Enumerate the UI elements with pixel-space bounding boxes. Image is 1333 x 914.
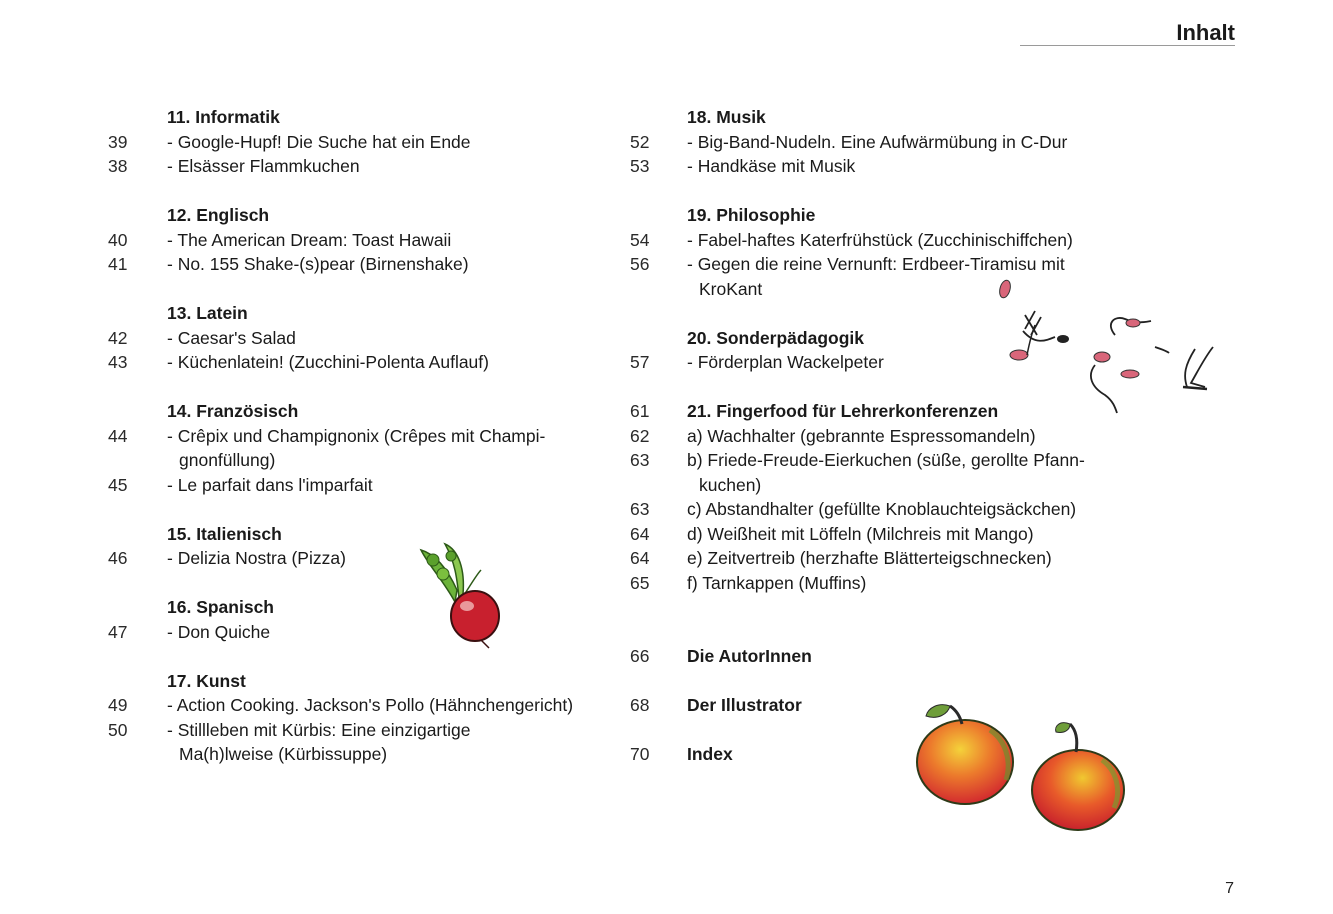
toc-entry (108, 448, 608, 473)
section-spacer (108, 571, 608, 596)
page-ref: 49 (108, 695, 128, 715)
section-heading: 16. Spanisch (167, 597, 274, 617)
appendix-title: Die AutorInnen (687, 646, 812, 666)
section-spacer (108, 644, 608, 669)
entry-title: f) Tarnkappen (Muffins) (687, 572, 867, 593)
section-heading: 18. Musik (687, 107, 766, 127)
entry-title: - No. 155 Shake-(s)pear (Birnenshake) (167, 254, 469, 274)
section-heading: 20. Sonderpädagogik (687, 327, 864, 348)
entry-title: - Fabel-haftes Katerfrühstück (Zucchinischiffchen) (687, 229, 1073, 250)
page-ref: 57 (630, 352, 650, 372)
page-ref: 39 (108, 131, 128, 152)
toc-entry (108, 718, 608, 743)
section-heading: 13. Latein (167, 303, 248, 323)
toc-section (628, 203, 1128, 228)
page-ref: 45 (108, 474, 128, 495)
toc-entry (628, 497, 1128, 522)
page-title: Inhalt (1176, 20, 1235, 45)
page-ref: 43 (108, 352, 128, 372)
page-ref: 56 (630, 254, 650, 274)
page-ref: 66 (630, 646, 650, 666)
entry-title: kuchen) (699, 474, 762, 495)
page-ref: 63 (630, 450, 650, 470)
section-heading: 12. Englisch (167, 205, 270, 225)
page-ref: 44 (108, 425, 128, 446)
entry-title: - The American Dream: Toast Hawaii (167, 229, 452, 250)
section-heading: 11. Informatik (167, 107, 280, 127)
section-heading: 19. Philosophie (687, 205, 816, 225)
toc-entry (108, 130, 608, 155)
toc-entry (108, 424, 608, 449)
section-spacer (628, 669, 1128, 694)
page-ref: 52 (630, 131, 650, 152)
entry-title: Ma(h)lweise (Kürbissuppe) (179, 744, 388, 764)
page-ref: 50 (108, 719, 128, 740)
page-ref: 64 (630, 548, 650, 568)
section-spacer (108, 277, 608, 302)
section-spacer (628, 620, 1128, 645)
page-ref: 53 (630, 156, 650, 176)
section-spacer (108, 179, 608, 204)
entry-title: d) Weißheit mit Löffeln (Milchreis mit Mango) (687, 523, 1034, 544)
section-spacer (108, 375, 608, 400)
toc-entry (108, 326, 608, 351)
page-ref: 63 (630, 499, 650, 519)
toc-entry (628, 130, 1128, 155)
section-spacer (108, 497, 608, 522)
radish-drawing (415, 540, 510, 650)
page-ref: 38 (108, 156, 128, 176)
toc-entry (108, 546, 608, 571)
section-spacer (628, 179, 1128, 204)
toc-section (108, 669, 608, 694)
toc-section (108, 105, 608, 130)
entry-title: - Big-Band-Nudeln. Eine Aufwärmübung in C-Dur (687, 131, 1068, 152)
page-ref: 61 (630, 401, 650, 421)
entry-title: c) Abstandhalter (gefüllte Knoblauchteigsäckchen) (687, 499, 1077, 519)
entry-title: - Caesar's Salad (167, 327, 296, 348)
page-ref: 62 (630, 425, 650, 446)
toc-section (108, 301, 608, 326)
toc-entry (628, 522, 1128, 547)
entry-title: - Stillleben mit Kürbis: Eine einzigartige (167, 719, 471, 740)
toc-entry (628, 571, 1128, 596)
toc-entry (628, 228, 1128, 253)
toc-entry (108, 228, 608, 253)
toc-section (108, 595, 608, 620)
toc-entry (628, 546, 1128, 571)
page-ref: 40 (108, 229, 128, 250)
appendix-title: Index (687, 744, 733, 764)
page-number: 7 (1225, 880, 1234, 897)
toc-section (108, 399, 608, 424)
page-ref: 47 (108, 621, 128, 642)
entry-title: e) Zeitvertreib (herzhafte Blätterteigschnecken) (687, 548, 1052, 568)
entry-title: - Elsässer Flammkuchen (167, 156, 360, 176)
toc-section (108, 522, 608, 547)
page-ref: 64 (630, 523, 650, 544)
entry-title: a) Wachhalter (gebrannte Espressomandeln) (687, 425, 1036, 446)
toc-entry (628, 473, 1128, 498)
toc-entry (628, 154, 1128, 179)
entry-title: KroKant (699, 278, 763, 299)
toc-entry (108, 742, 608, 767)
toc-right-column (628, 105, 1128, 767)
toc-entry (108, 252, 608, 277)
entry-title: gnonfüllung) (179, 450, 276, 470)
appendix-title: Der Illustrator (687, 695, 802, 715)
section-heading: 15. Italienisch (167, 523, 282, 544)
toc-entry (628, 424, 1128, 449)
section-spacer (628, 595, 1128, 620)
entry-title: - Action Cooking. Jackson's Pollo (Hähnchengericht) (167, 695, 574, 715)
page-ref: 54 (630, 229, 650, 250)
entry-title: - Gegen die reine Vernunft: Erdbeer-Tiramisu mit (687, 254, 1065, 274)
entry-title: - Delizia Nostra (Pizza) (167, 548, 346, 568)
entry-title: - Google-Hupf! Die Suche hat ein Ende (167, 131, 471, 152)
toc-section (108, 203, 608, 228)
header-rule (1020, 45, 1235, 46)
toc-entry (108, 154, 608, 179)
entry-title: - Le parfait dans l'imparfait (167, 474, 373, 495)
section-heading: 17. Kunst (167, 670, 246, 691)
page-ref: 46 (108, 548, 128, 568)
toc-entry (628, 448, 1128, 473)
page-ref: 70 (630, 744, 650, 764)
toc-entry (108, 350, 608, 375)
section-heading: 21. Fingerfood für Lehrerkonferenzen (687, 401, 999, 421)
toc-left-column (108, 105, 608, 767)
toc-entry (108, 693, 608, 718)
entry-title: - Handkäse mit Musik (687, 156, 856, 176)
page-ref: 42 (108, 327, 128, 348)
toc-entry (628, 252, 1128, 277)
entry-title: - Förderplan Wackelpeter (687, 352, 884, 372)
entry-title: - Don Quiche (167, 621, 271, 642)
toc-entry (108, 620, 608, 645)
toc-entry (108, 473, 608, 498)
entry-title: - Crêpix und Champignonix (Crêpes mit Champi- (167, 425, 546, 446)
page-ref: 68 (630, 695, 650, 715)
entry-title: - Küchenlatein! (Zucchini-Polenta Auflauf) (167, 352, 489, 372)
page-ref: 41 (108, 254, 128, 274)
music-notes-drawing (955, 275, 1225, 425)
toc-section (628, 105, 1128, 130)
page-ref: 65 (630, 572, 650, 593)
apples-drawing (910, 700, 1140, 835)
entry-title: b) Friede-Freude-Eierkuchen (süße, gerollte Pfann- (687, 450, 1085, 470)
appendix-entry (628, 644, 1128, 669)
section-heading: 14. Französisch (167, 401, 299, 421)
